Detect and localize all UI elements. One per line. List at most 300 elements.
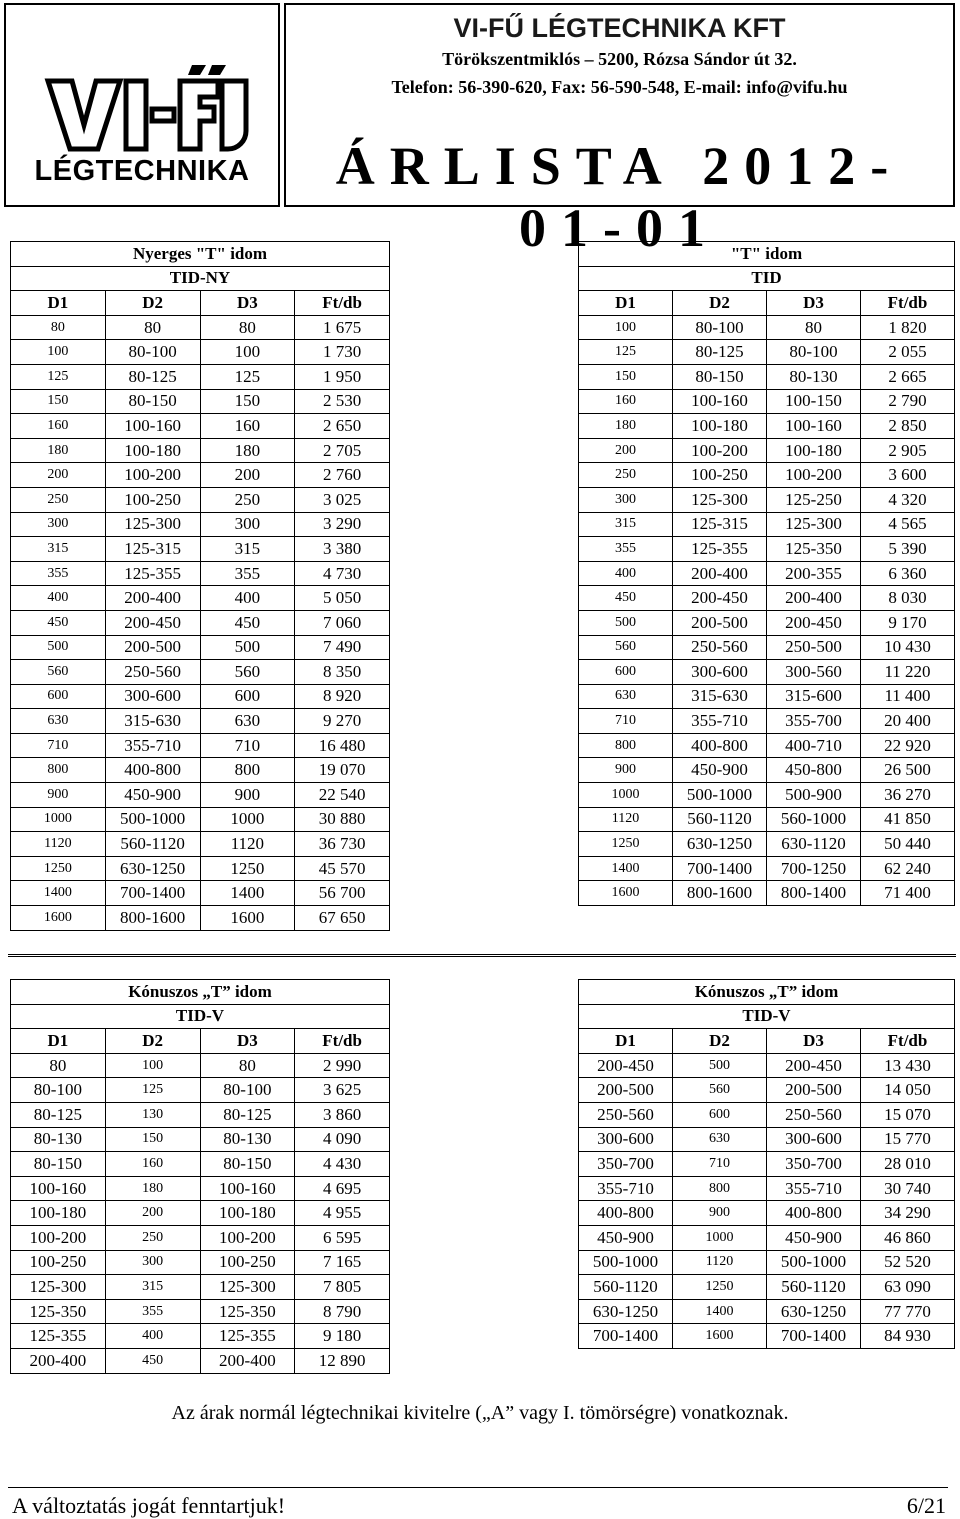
table-cell: 800 [11,758,106,783]
logo-text: LÉGTECHNIKA [34,155,250,187]
table-cell: 130 [105,1102,200,1127]
table-cell: 1120 [11,832,106,857]
table-cell: 56 700 [295,881,390,906]
company-address: Törökszentmiklós – 5200, Rózsa Sándor út 32. [442,49,797,69]
table-cell: 80 [200,1053,295,1078]
table-cell: 3 380 [295,537,390,562]
table-cell: 13 430 [861,1053,955,1078]
table-cell: 1600 [673,1324,767,1349]
table-cell: 125 [579,340,673,365]
table-cell: 200-450 [767,610,861,635]
table-cell: 700-1400 [105,881,200,906]
table-cell: 20 400 [861,709,955,734]
table-row [11,1299,390,1324]
table-row [11,758,390,783]
table-cell: 560-1120 [105,832,200,857]
table-row [11,807,390,832]
table-cell: 7 805 [295,1275,390,1300]
table-row [579,438,955,463]
table-cell: 9 170 [861,610,955,635]
table-cell: 80 [105,315,200,340]
table-cell: 80-150 [11,1152,106,1177]
table-row [579,1053,955,1078]
table-row [579,487,955,512]
table-cell: 1600 [11,906,106,931]
table-cell: 1000 [11,807,106,832]
table-row [11,512,390,537]
company-contact: Telefon: 56-390-620, Fax: 56-590-548, E-mail: info@vifu.hu [391,77,848,97]
table-row [579,709,955,734]
table-cell: 1 730 [295,340,390,365]
table-cell: 315 [105,1275,200,1300]
table-cell: 125-250 [767,487,861,512]
table-cell: 560-1120 [673,807,767,832]
company-name: VI-FŰ LÉGTECHNIKA KFT [453,13,786,43]
table-cell: 160 [105,1152,200,1177]
table-cell: 630-1250 [673,832,767,857]
table-code: TID-V [11,1004,390,1029]
table-cell: 400 [11,586,106,611]
table-cell: 560 [11,660,106,685]
table-row [11,1152,390,1177]
table-cell: 315-630 [673,684,767,709]
table-cell: 1400 [579,856,673,881]
table-cell: 355 [200,561,295,586]
table-row [579,315,955,340]
table-cell: 315 [11,537,106,562]
table-cell: 26 500 [861,758,955,783]
table-cell: 500 [200,635,295,660]
table-row [11,586,390,611]
table-tid [578,241,955,906]
table-cell: 3 860 [295,1102,390,1127]
table-cell: 63 090 [861,1275,955,1300]
table-cell: 100 [11,340,106,365]
table-cell: 80-100 [105,340,200,365]
table-cell: 125-300 [673,487,767,512]
table-cell: 800-1600 [673,881,767,906]
logo-box [4,3,280,207]
table-cell: 100-160 [673,389,767,414]
table-cell: 900 [200,783,295,808]
table-cell: 125-300 [767,512,861,537]
table-cell: 4 955 [295,1201,390,1226]
table-cell: 800-1600 [105,906,200,931]
table-row [579,807,955,832]
table-cell: 180 [11,438,106,463]
table-cell: 11 220 [861,660,955,685]
table-code: TID [579,266,955,291]
table-cell: 100-160 [767,414,861,439]
table-cell: 36 730 [295,832,390,857]
table-cell: 46 860 [861,1225,955,1250]
table-cell: 62 240 [861,856,955,881]
table-row [579,463,955,488]
table-cell: 450-900 [105,783,200,808]
table-cell: 1000 [673,1225,767,1250]
table-cell: 10 430 [861,635,955,660]
table-cell: 150 [579,364,673,389]
table-cell: 3 290 [295,512,390,537]
table-cell: 4 695 [295,1176,390,1201]
price-list-title: ÁRLISTA 2012-01-01 [335,136,904,258]
table-cell: 100 [579,315,673,340]
table-cell: 19 070 [295,758,390,783]
table-cell: 100-150 [767,389,861,414]
table-cell: 900 [673,1201,767,1226]
table-cell: 200-450 [767,1053,861,1078]
table-row [11,487,390,512]
table-cell: 160 [200,414,295,439]
table-cell: 400 [579,561,673,586]
table-cell: 200-400 [105,586,200,611]
table-cell: 250 [105,1225,200,1250]
column-header: D1 [11,1029,106,1054]
table-cell: 80-100 [673,315,767,340]
table-row [11,340,390,365]
table-cell: 315 [200,537,295,562]
table-row [11,1176,390,1201]
table-cell: 450-900 [579,1225,673,1250]
table-cell: 560-1000 [767,807,861,832]
table-cell: 80-130 [200,1127,295,1152]
table-cell: 80 [11,315,106,340]
table-cell: 80 [200,315,295,340]
table-cell: 2 790 [861,389,955,414]
table-cell: 100-180 [767,438,861,463]
table-header-row [579,291,955,316]
table-cell: 2 760 [295,463,390,488]
table-cell: 500 [579,610,673,635]
table-cell: 8 920 [295,684,390,709]
table-row [579,1250,955,1275]
table-cell: 80-100 [767,340,861,365]
table-header-row [579,1029,955,1054]
table-cell: 800 [200,758,295,783]
table-cell: 8 350 [295,660,390,685]
table-cell: 350-700 [579,1152,673,1177]
table-cell: 1600 [579,881,673,906]
table-cell: 80-130 [767,364,861,389]
table-cell: 100-250 [673,463,767,488]
table-row [579,1152,955,1177]
table-title: Nyerges "T" idom [11,242,390,267]
table-cell: 450 [105,1348,200,1373]
table-row [579,783,955,808]
table-row [11,660,390,685]
table-row [579,414,955,439]
table-cell: 250-560 [105,660,200,685]
table-cell: 150 [200,389,295,414]
table-cell: 125-315 [673,512,767,537]
table-cell: 8 030 [861,586,955,611]
table-cell: 200-400 [200,1348,295,1373]
table-row [11,364,390,389]
table-row [11,1127,390,1152]
table-cell: 80 [767,315,861,340]
table-row [579,684,955,709]
table-cell: 45 570 [295,856,390,881]
table-cell: 355 [105,1299,200,1324]
table-cell: 355 [579,537,673,562]
table-cell: 2 530 [295,389,390,414]
table-row [579,733,955,758]
table-cell: 355-710 [105,733,200,758]
table-cell: 6 595 [295,1225,390,1250]
table-row [579,1127,955,1152]
table-cell: 800 [579,733,673,758]
table-row [11,1250,390,1275]
table-cell: 160 [579,389,673,414]
table-cell: 7 490 [295,635,390,660]
table-cell: 100-160 [200,1176,295,1201]
table-cell: 250 [11,487,106,512]
table-cell: 16 480 [295,733,390,758]
table-row [11,881,390,906]
table-cell: 41 850 [861,807,955,832]
table-row [579,561,955,586]
table-cell: 4 320 [861,487,955,512]
table-title: Kónuszos „T” idom [579,980,955,1005]
table-cell: 300-600 [105,684,200,709]
table-row [579,537,955,562]
price-note: Az árak normál légtechnikai kivitelre („A” vagy I. tömörségre) vonatkoznak. [171,1402,789,1424]
table-cell: 250 [579,463,673,488]
table-cell: 300 [105,1250,200,1275]
table-cell: 500-1000 [105,807,200,832]
table-cell: 80-150 [200,1152,295,1177]
table-cell: 100-250 [11,1250,106,1275]
column-header: Ft/db [295,291,390,316]
table-row [579,1102,955,1127]
table-cell: 180 [200,438,295,463]
table-cell: 250-500 [767,635,861,660]
table-cell: 4 730 [295,561,390,586]
table-cell: 250 [200,487,295,512]
table-cell: 80-125 [11,1102,106,1127]
table-cell: 200 [11,463,106,488]
column-header: D1 [579,1029,673,1054]
table-cell: 2 055 [861,340,955,365]
table-cell: 4 565 [861,512,955,537]
table-cell: 71 400 [861,881,955,906]
table-cell: 900 [11,783,106,808]
table-cell: 1250 [11,856,106,881]
table-cell: 80 [11,1053,106,1078]
table-cell: 1400 [673,1299,767,1324]
table-cell: 450 [11,610,106,635]
table-cell: 100-200 [11,1225,106,1250]
table-row [579,1299,955,1324]
table-cell: 300 [579,487,673,512]
table-cell: 600 [200,684,295,709]
table-row [11,906,390,931]
table-cell: 300-560 [767,660,861,685]
table-cell: 160 [11,414,106,439]
table-row [11,709,390,734]
table-cell: 1250 [200,856,295,881]
table-row [579,1078,955,1103]
table-cell: 2 665 [861,364,955,389]
table-tid-v-left [10,979,390,1374]
table-cell: 12 890 [295,1348,390,1373]
table-cell: 125-355 [105,561,200,586]
table-cell: 710 [673,1152,767,1177]
table-row [579,660,955,685]
table-cell: 52 520 [861,1250,955,1275]
table-row [11,856,390,881]
column-header: Ft/db [861,291,955,316]
table-cell: 6 360 [861,561,955,586]
table-cell: 3 025 [295,487,390,512]
table-cell: 1120 [673,1250,767,1275]
table-cell: 400-800 [673,733,767,758]
table-cell: 180 [579,414,673,439]
table-row [11,438,390,463]
column-header: D2 [105,291,200,316]
table-row [579,340,955,365]
table-cell: 4 430 [295,1152,390,1177]
table-cell: 500 [11,635,106,660]
table-cell: 300-600 [673,660,767,685]
table-cell: 180 [105,1176,200,1201]
table-row [11,684,390,709]
table-row [11,1348,390,1373]
table-cell: 200-355 [767,561,861,586]
table-cell: 15 070 [861,1102,955,1127]
table-cell: 355 [11,561,106,586]
table-cell: 200-450 [579,1053,673,1078]
table-cell: 80-150 [673,364,767,389]
table-cell: 630-1250 [767,1299,861,1324]
table-cell: 630-1120 [767,832,861,857]
table-cell: 400-710 [767,733,861,758]
table-cell: 100-200 [673,438,767,463]
table-code: TID-NY [11,266,390,291]
table-cell: 355-710 [579,1176,673,1201]
column-header: D2 [673,291,767,316]
table-cell: 1 950 [295,364,390,389]
table-row [579,1324,955,1349]
table-cell: 36 270 [861,783,955,808]
table-cell: 80-125 [673,340,767,365]
table-cell: 150 [11,389,106,414]
footer-divider [8,1487,948,1488]
table-cell: 355-710 [767,1176,861,1201]
table-cell: 34 290 [861,1201,955,1226]
section-divider [8,954,956,957]
table-cell: 450 [579,586,673,611]
column-header: D3 [200,1029,295,1054]
table-title: "T" idom [579,242,955,267]
table-cell: 84 930 [861,1324,955,1349]
table-cell: 400-800 [105,758,200,783]
table-cell: 630 [11,709,106,734]
table-cell: 1120 [200,832,295,857]
table-row [11,832,390,857]
table-cell: 2 905 [861,438,955,463]
table-cell: 100-160 [11,1176,106,1201]
table-cell: 700-1250 [767,856,861,881]
table-cell: 200-400 [673,561,767,586]
table-cell: 400 [105,1324,200,1349]
table-row [579,364,955,389]
table-row [579,1225,955,1250]
table-cell: 630-1250 [579,1299,673,1324]
table-cell: 200-450 [673,586,767,611]
table-cell: 200-400 [11,1348,106,1373]
table-cell: 1600 [200,906,295,931]
table-row [579,832,955,857]
table-cell: 100-180 [200,1201,295,1226]
table-cell: 80-100 [200,1078,295,1103]
column-header: D2 [673,1029,767,1054]
table-cell: 14 050 [861,1078,955,1103]
table-cell: 250-560 [579,1102,673,1127]
table-row [579,512,955,537]
table-cell: 630-1250 [105,856,200,881]
column-header: D2 [105,1029,200,1054]
table-cell: 100 [105,1053,200,1078]
table-cell: 2 850 [861,414,955,439]
table-cell: 200-500 [105,635,200,660]
table-cell: 2 705 [295,438,390,463]
table-row [579,389,955,414]
table-cell: 350-700 [767,1152,861,1177]
table-cell: 1400 [200,881,295,906]
footer-disclaimer: A változtatás jogát fenntartjuk! [12,1493,286,1518]
table-cell: 100-180 [11,1201,106,1226]
column-header: D3 [200,291,295,316]
table-row [579,1201,955,1226]
table-row [11,635,390,660]
table-cell: 1250 [673,1275,767,1300]
table-cell: 400 [200,586,295,611]
table-cell: 80-130 [11,1127,106,1152]
table-cell: 500-900 [767,783,861,808]
table-cell: 8 790 [295,1299,390,1324]
table-cell: 300-600 [579,1127,673,1152]
table-cell: 600 [673,1102,767,1127]
table-cell: 50 440 [861,832,955,857]
table-cell: 100-180 [105,438,200,463]
column-header: D1 [11,291,106,316]
table-cell: 200-500 [579,1078,673,1103]
table-row [11,1201,390,1226]
table-cell: 100 [200,340,295,365]
table-cell: 125-315 [105,537,200,562]
table-cell: 630 [200,709,295,734]
table-cell: 125-355 [673,537,767,562]
table-cell: 100-200 [767,463,861,488]
table-row [11,1078,390,1103]
table-cell: 22 540 [295,783,390,808]
table-cell: 15 770 [861,1127,955,1152]
table-row [11,1102,390,1127]
table-cell: 700-1400 [673,856,767,881]
table-cell: 125 [105,1078,200,1103]
table-row [11,315,390,340]
table-cell: 125 [11,364,106,389]
column-header: D3 [767,1029,861,1054]
table-row [579,586,955,611]
table-cell: 200 [105,1201,200,1226]
table-header-row [11,291,390,316]
table-cell: 200-450 [105,610,200,635]
table-cell: 1120 [579,807,673,832]
table-cell: 450-800 [767,758,861,783]
table-tid-v-right [578,979,955,1349]
